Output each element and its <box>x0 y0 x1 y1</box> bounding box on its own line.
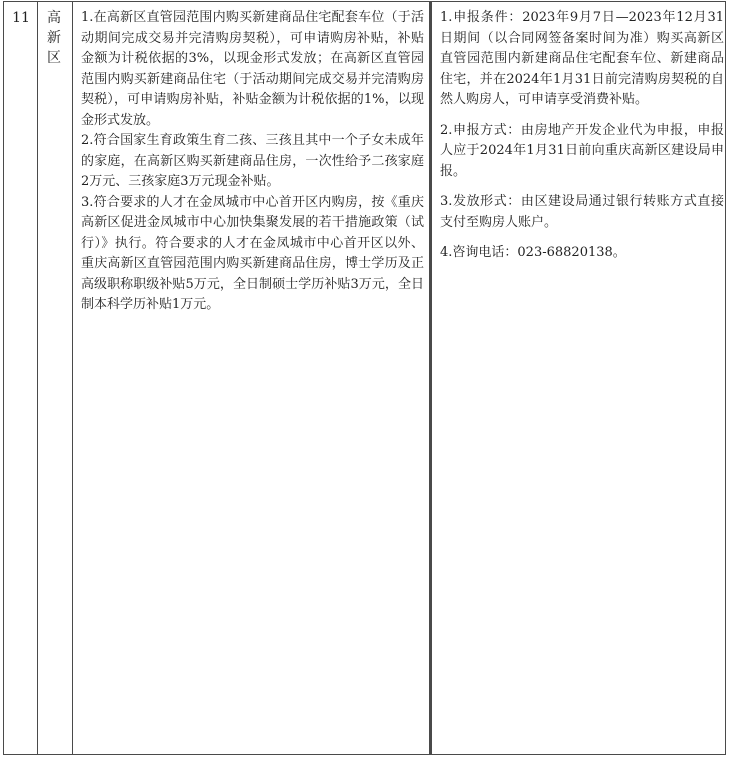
policy-column <box>73 2 430 754</box>
district-column <box>38 2 73 754</box>
district-name <box>47 8 65 68</box>
district-char: 高 <box>47 10 61 26</box>
district-char: 区 <box>47 50 61 66</box>
district-char: 新 <box>47 30 61 46</box>
policy-table <box>3 1 726 755</box>
apply-method: 2.申报方式：由房地产开发企业代为申报，申报人应于2024年1月31日前向重庆高新区建设局申报。 <box>440 122 724 179</box>
application-content <box>440 8 724 274</box>
policy-item-2: 2.符合国家生育政策生育二孩、三孩且其中一个子女未成年的家庭，在高新区购买新建商品住房，一次性给予二孩家庭2万元、三孩家庭3万元现金补贴。 <box>81 133 424 189</box>
contact-phone: 4.咨询电话：023-68820138。 <box>440 245 626 260</box>
apply-conditions: 1.申报条件：2023年9月7日—2023年12月31日期间（以合同网签备案时间为准）购买高新区直管园范围内新建商品住宅配套车位、新建商品住宅，并在2024年1月31日前完清购房契税的自然人购房人，可申请享受消费补贴。 <box>440 10 724 107</box>
application-column <box>430 2 727 754</box>
policy-content <box>81 8 424 316</box>
policy-item-3: 3.符合要求的人才在金凤城市中心首开区内购房，按《重庆高新区促进金凤城市中心加快集聚发展的若干措施政策（试行）》执行。符合要求的人才在金凤城市中心首开区以外、重庆高新区直管园范围内购买新建商品住房，博士学历及正高级职称职级补贴5万元，全日制硕士学历补贴3万元，全日制本科学历补贴1万元。 <box>81 194 424 312</box>
payment-form: 3.发放形式：由区建设局通过银行转账方式直接支付至购房人账户。 <box>440 194 724 230</box>
row-number: 11 <box>12 10 30 26</box>
number-column <box>4 2 38 754</box>
policy-item-1: 1.在高新区直管园范围内购买新建商品住宅配套车位（于活动期间完成交易并完清购房契税），可申请购房补贴，补贴金额为计税依据的3%，以现金形式发放；在高新区直管园范围内购买新建商品住宅（于活动期间完成交易并完清购房契税），可申请购房补贴，补贴金额为计税依据的1%，以现金形式发放。 <box>81 10 424 128</box>
